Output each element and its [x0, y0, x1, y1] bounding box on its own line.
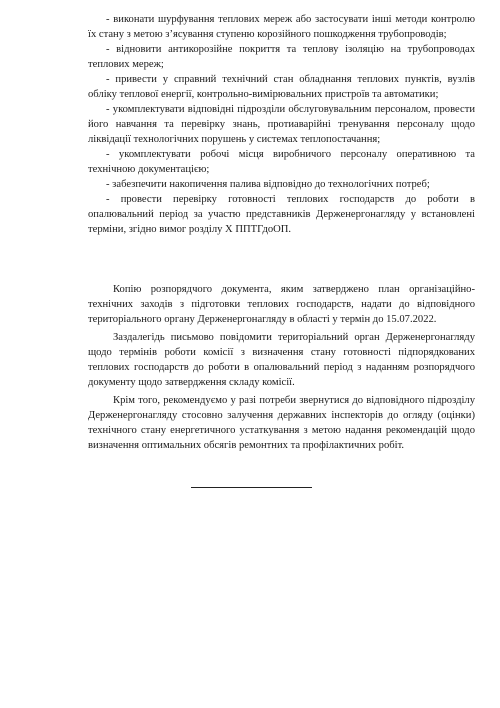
- list-item: - виконати шурфування теплових мереж або застосувати інші методи контролю їх стану з метою з’ясування ступеню корозійного пошкодження трубопроводів;: [88, 14, 475, 40]
- list-item: - забезпечити накопичення палива відповідно до технологічних потреб;: [106, 179, 430, 190]
- list-item: - укомплектувати робочі місця виробничого персоналу оперативною та технічною документацією;: [88, 149, 475, 175]
- body-paragraphs: [88, 282, 475, 456]
- paragraph-copy-document: Копію розпорядчого документа, яким затверджено план організаційно-технічних заходів з підготовки теплових господарств, надати до відповідного територіального органу Держенергонагляду в області у термін до 15.07.2022.: [88, 284, 475, 325]
- signature-line: [191, 487, 312, 488]
- measures-list: [88, 12, 475, 237]
- list-item: - провести перевірку готовності теплових господарств до роботи в опалювальний період за участю представників Держенергонагляду у встановлені терміни, згідно вимог розділу X ППТГдоОП.: [88, 194, 475, 235]
- paragraph-recommendation: Крім того, рекомендуємо у разі потреби звернутися до відповідного підрозділу Держенергонагляду стосовно залучення державних інспекторів до огляду (оцінки) технічного стану енергетичного устаткування з метою надання рекомендацій щодо визначення оптимальних обсягів ремонтних та профілактичних робіт.: [88, 395, 475, 451]
- list-item: - відновити антикорозійне покриття та теплову ізоляцію на трубопроводах теплових мереж;: [88, 44, 475, 70]
- list-item: - привести у справний технічний стан обладнання теплових пунктів, вузлів обліку теплової енергії, контрольно-вимірювальних пристроїв та автоматики;: [88, 74, 475, 100]
- list-item: - укомплектувати відповідні підрозділи обслуговувальним персоналом, провести його навчання та перевірку знань, протиаварійні тренування персоналу щодо ліквідації технологічних порушень у системах теплопостачання;: [88, 104, 475, 145]
- paragraph-notify-commission: Заздалегідь письмово повідомити територіальний орган Держенергонагляду щодо термінів роботи комісії з визначення стану готовності підпорядкованих теплових господарств до роботи в опалювальний період з наданням розпорядчого документу щодо затвердження складу комісії.: [88, 332, 475, 388]
